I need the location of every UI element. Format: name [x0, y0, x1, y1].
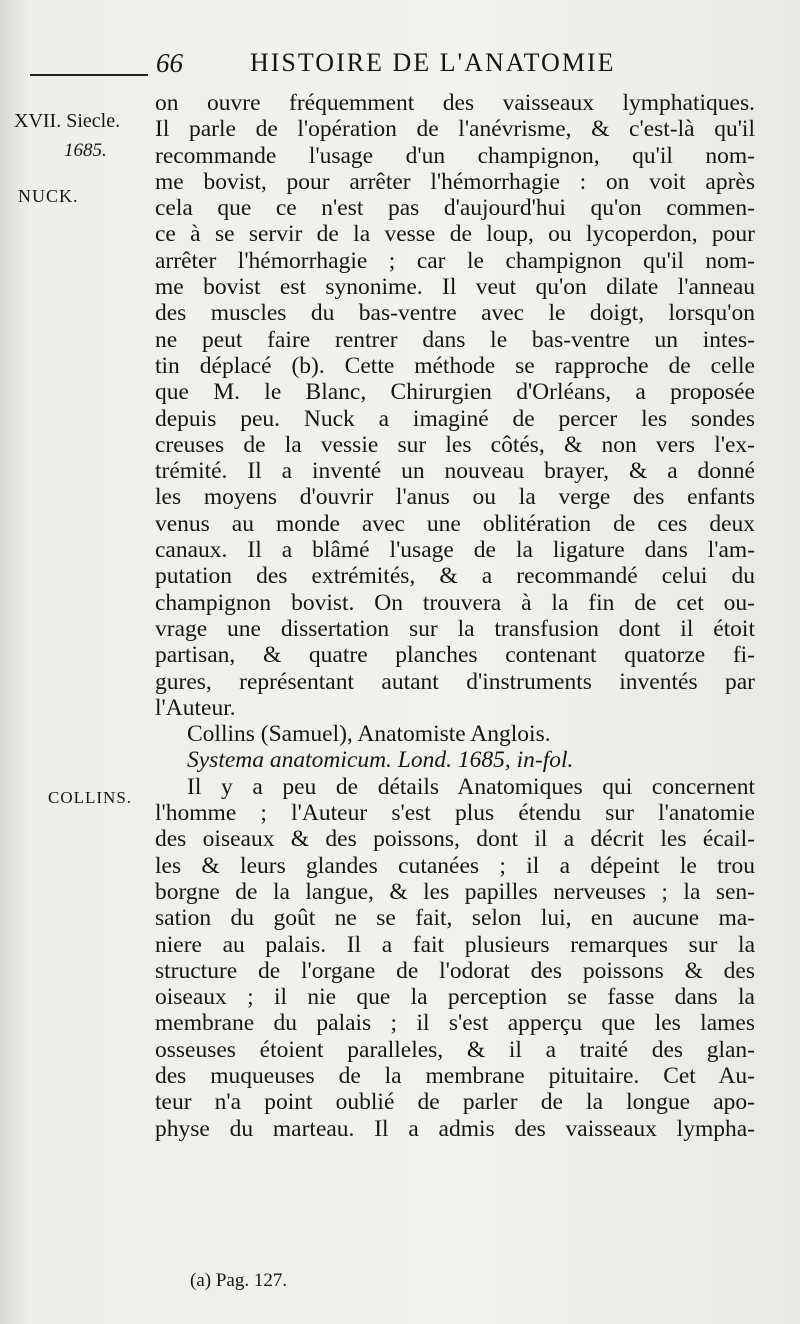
text-line: sation du goût ne se fait, selon lui, en aucune ma- [155, 905, 755, 932]
text-line: partisan, & quatre planches contenant quatorze fi- [155, 642, 755, 669]
text-line: oiseaux ; il nie que la perception se fasse dans la [155, 984, 755, 1011]
running-title: HISTOIRE DE L'ANATOMIE [250, 48, 616, 77]
page-header [150, 46, 750, 82]
text-line: me bovist, pour arrêter l'hémorrhagie : on voit après [155, 168, 755, 195]
text-line: membrane du palais ; il s'est apperçu que les lames [155, 1010, 755, 1037]
text-line: des oiseaux & des poissons, dont il a décrit les écail- [155, 826, 755, 853]
text-line: physe du marteau. Il a admis des vaisseaux lympha- [155, 1115, 755, 1142]
text-line: tin déplacé (b). Cette méthode se rapproche de celle [155, 352, 755, 379]
margin-note-nuck: NUCK. [18, 186, 79, 206]
entry-work-title: Systema anatomicum. Lond. 1685, in-fol. [187, 747, 574, 774]
text-line: vrage une dissertation sur la transfusion dont il étoit [155, 615, 755, 642]
text-line: creuses de la vessie sur les côtés, & non vers l'ex- [155, 431, 755, 458]
text-line: champignon bovist. On trouvera à la fin de cet ou- [155, 589, 755, 616]
text-line: Il y a peu de détails Anatomiques qui concernent [187, 773, 755, 800]
text-line: me bovist est synonime. Il veut qu'on dilate l'anneau [155, 274, 755, 301]
text-line: des muscles du bas-ventre avec le doigt, lorsqu'on [155, 300, 755, 327]
text-line: niere au palais. Il a fait plusieurs remarques sur la [155, 931, 755, 958]
text-line: les moyens d'ouvrir l'anus ou la verge des enfants [155, 484, 755, 511]
text-line: que M. le Blanc, Chirurgien d'Orléans, a proposée [155, 379, 755, 406]
text-line: teur n'a point oublié de parler de la longue apo- [155, 1089, 755, 1116]
text-line: des muqueuses de la membrane pituitaire. Cet Au- [155, 1062, 755, 1089]
body-text [155, 90, 755, 1142]
margin-rule [30, 74, 148, 76]
text-line: gures, représentant autant d'instruments inventés par [155, 668, 755, 695]
text-line: ce à se servir de la vesse de loup, ou lycoperdon, pour [155, 221, 755, 248]
text-line: ne peut faire rentrer dans le bas-ventre un intes- [155, 326, 755, 353]
text-line: osseuses étoient paralleles, & il a traité des glan- [155, 1036, 755, 1063]
text-line: recommande l'usage d'un champignon, qu'il nom- [155, 142, 755, 169]
text-line: depuis peu. Nuck a imaginé de percer les sondes [155, 405, 755, 432]
footnote: (a) Pag. 127. [190, 1270, 288, 1291]
text-line: putation des extrémités, & a recommandé celui du [155, 563, 755, 590]
margin-note-century: XVII. Siecle. [14, 110, 121, 132]
text-line: trémité. Il a inventé un nouveau brayer, & a donné [155, 458, 755, 485]
text-line: l'Auteur. [155, 694, 236, 721]
text-line: cela que ce n'est pas d'aujourd'hui qu'on commen- [155, 195, 755, 222]
entry-heading-collins: Collins (Samuel), Anatomiste Anglois. [187, 721, 551, 748]
text-line: les & leurs glandes cutanées ; il a dépeint le trou [155, 852, 755, 879]
margin-note-collins: COLLINS. [48, 788, 133, 807]
text-line: arrêter l'hémorrhagie ; car le champignon qu'il nom- [155, 247, 755, 274]
text-line: borgne de la langue, & les papilles nerveuses ; la sen- [155, 878, 755, 905]
text-line: canaux. Il a blâmé l'usage de la ligature dans l'am- [155, 537, 755, 564]
text-line: l'homme ; l'Auteur s'est plus étendu sur l'anatomie [155, 800, 755, 827]
text-line: on ouvre fréquemment des vaisseaux lymphatiques. [155, 90, 755, 116]
text-line: venus au monde avec une oblitération de ces deux [155, 510, 755, 537]
text-line: Il parle de l'opération de l'anévrisme, & c'est-là qu'il [155, 116, 755, 143]
page-number: 66 [156, 48, 183, 78]
text-line: structure de l'organe de l'odorat des poissons & des [155, 957, 755, 984]
margin-note-year: 1685. [64, 140, 107, 161]
